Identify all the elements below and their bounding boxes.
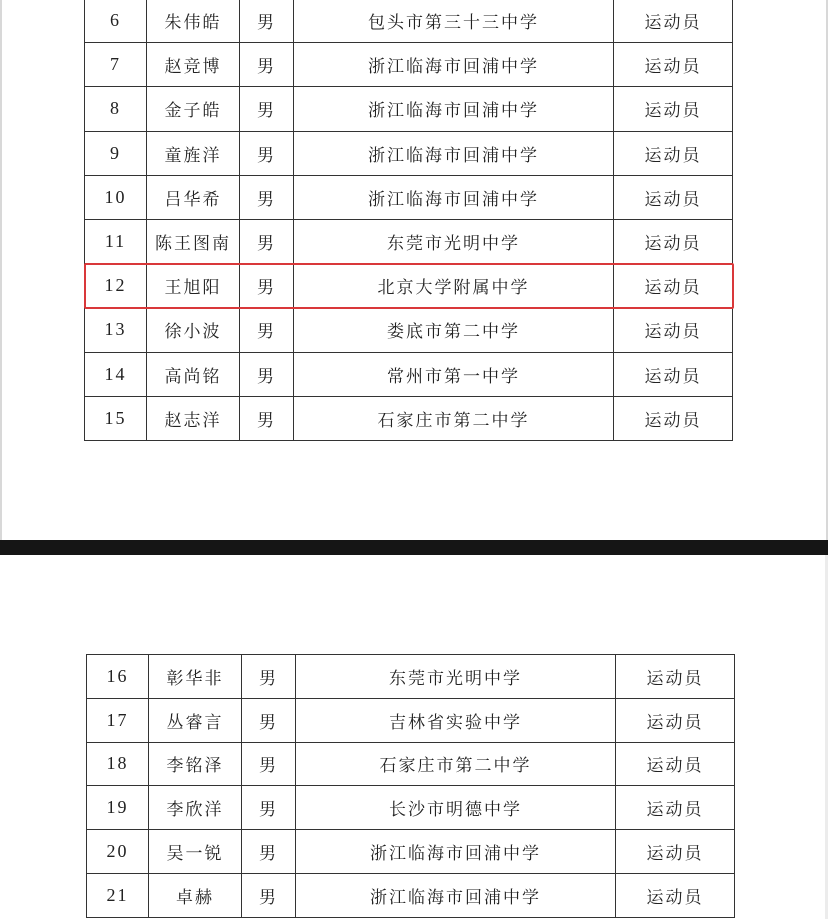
table-row [87,830,735,874]
table-row-highlighted [85,264,733,308]
table-row [85,131,733,175]
table-row [85,308,733,352]
athlete-school: 浙江临海市回浦中学 [294,175,614,219]
athlete-name: 童旌洋 [147,131,240,175]
athlete-school: 浙江临海市回浦中学 [296,873,616,917]
table-row [85,175,733,219]
athlete-school: 浙江临海市回浦中学 [294,131,614,175]
athlete-name: 吕华希 [147,175,240,219]
athlete-name: 王旭阳 [147,264,240,308]
row-number: 14 [85,352,147,396]
athlete-gender: 男 [240,131,294,175]
athlete-school: 石家庄市第二中学 [294,396,614,440]
athlete-gender: 男 [240,87,294,131]
row-number: 8 [85,87,147,131]
athlete-role: 运动员 [616,742,735,786]
athlete-role: 运动员 [616,873,735,917]
athlete-gender: 男 [240,352,294,396]
athlete-name: 卓赫 [149,873,242,917]
athlete-name: 赵竞博 [147,43,240,87]
athlete-school: 东莞市光明中学 [294,219,614,263]
athlete-school: 长沙市明德中学 [296,786,616,830]
athlete-name: 彰华非 [149,655,242,699]
athlete-name: 丛睿言 [149,698,242,742]
athlete-gender: 男 [240,396,294,440]
row-number: 15 [85,396,147,440]
athlete-role: 运动员 [614,352,733,396]
table-row [85,219,733,263]
athlete-name: 金子皓 [147,87,240,131]
athlete-gender: 男 [242,873,296,917]
athlete-gender: 男 [240,264,294,308]
table-row [85,0,733,43]
row-number: 20 [87,830,149,874]
athlete-gender: 男 [240,43,294,87]
athlete-gender: 男 [242,786,296,830]
row-number: 9 [85,131,147,175]
athlete-gender: 男 [242,698,296,742]
athlete-role: 运动员 [616,830,735,874]
athlete-gender: 男 [242,830,296,874]
athlete-school: 常州市第一中学 [294,352,614,396]
athlete-gender: 男 [242,655,296,699]
athlete-role: 运动员 [614,219,733,263]
athlete-role: 运动员 [614,131,733,175]
athlete-role: 运动员 [614,0,733,43]
athlete-school: 浙江临海市回浦中学 [296,830,616,874]
athlete-name: 赵志洋 [147,396,240,440]
athlete-role: 运动员 [614,308,733,352]
athlete-name: 李欣洋 [149,786,242,830]
roster-table-top [84,0,733,441]
athlete-school: 北京大学附属中学 [294,264,614,308]
athlete-gender: 男 [240,219,294,263]
athlete-gender: 男 [240,0,294,43]
row-number: 19 [87,786,149,830]
athlete-gender: 男 [242,742,296,786]
table-row [87,786,735,830]
athlete-school: 包头市第三十三中学 [294,0,614,43]
athlete-gender: 男 [240,175,294,219]
row-number: 18 [87,742,149,786]
athlete-name: 高尚铭 [147,352,240,396]
athlete-gender: 男 [240,308,294,352]
row-number: 10 [85,175,147,219]
athlete-role: 运动员 [616,655,735,699]
athlete-name: 朱伟皓 [147,0,240,43]
athlete-role: 运动员 [614,264,733,308]
row-number: 7 [85,43,147,87]
athlete-role: 运动员 [616,786,735,830]
athlete-name: 徐小波 [147,308,240,352]
athlete-name: 李铭泽 [149,742,242,786]
page-divider [0,540,828,555]
athlete-role: 运动员 [614,175,733,219]
athlete-role: 运动员 [614,396,733,440]
table-row [87,655,735,699]
athlete-school: 浙江临海市回浦中学 [294,43,614,87]
table-row [85,87,733,131]
row-number: 6 [85,0,147,43]
athlete-role: 运动员 [614,87,733,131]
row-number: 21 [87,873,149,917]
athlete-school: 娄底市第二中学 [294,308,614,352]
row-number: 17 [87,698,149,742]
table-row [85,352,733,396]
row-number: 12 [85,264,147,308]
athlete-role: 运动员 [614,43,733,87]
row-number: 16 [87,655,149,699]
document-page-bottom [0,555,828,919]
roster-table-bottom [86,654,735,918]
athlete-school: 浙江临海市回浦中学 [294,87,614,131]
athlete-name: 陈王图南 [147,219,240,263]
row-number: 13 [85,308,147,352]
table-row [85,396,733,440]
athlete-name: 吴一锐 [149,830,242,874]
page-edge-left [0,0,2,540]
athlete-school: 石家庄市第二中学 [296,742,616,786]
athlete-school: 吉林省实验中学 [296,698,616,742]
athlete-school: 东莞市光明中学 [296,655,616,699]
athlete-role: 运动员 [616,698,735,742]
table-row [87,698,735,742]
table-row [87,742,735,786]
row-number: 11 [85,219,147,263]
table-row [87,873,735,917]
table-row [85,43,733,87]
